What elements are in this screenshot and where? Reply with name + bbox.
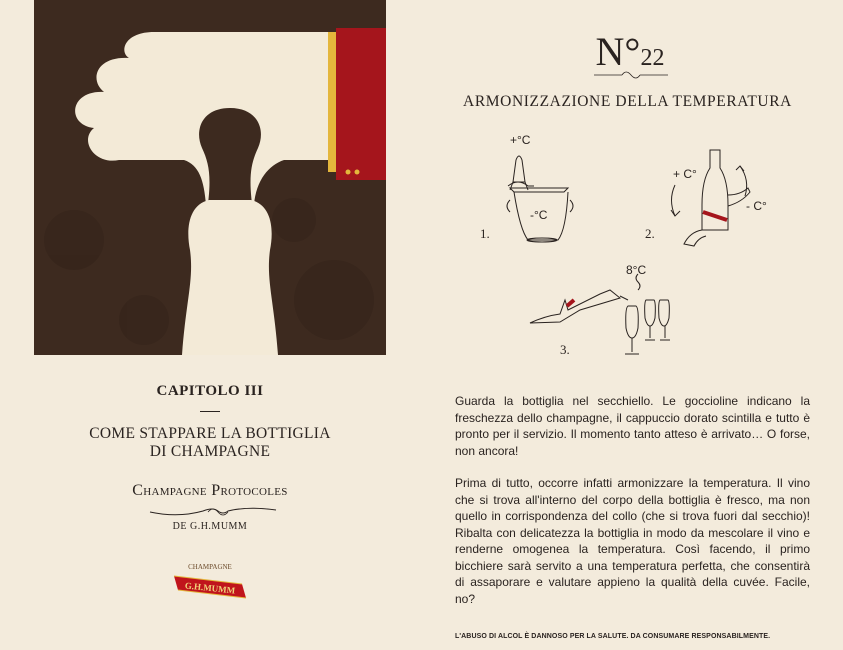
- step-3-label: 3.: [560, 342, 570, 357]
- step-1-bottom-temp: -°C: [530, 208, 548, 222]
- paragraph-2: Prima di tutto, occorre infatti armonizzare la temperatura. Il vino che si trova all'interno del corpo della bottiglia è fresco, ma non quello in corrispondenza del collo (che si trova fuori dal secchio)! Ribalta con delicatezza la bottiglia in modo da mescolare il vino e renderne omogenea la temperatura. Così facendo, il primo bicchiere sarà servito a una temperatura perfetta, che consentirà di assaporare e valutare appieno la qualità della cuvée. Facile, no?: [455, 476, 810, 606]
- steps-diagram: [470, 120, 800, 365]
- step-2-left-temp: + C°: [673, 167, 697, 181]
- step-2-right-temp: - C°: [746, 199, 767, 213]
- ice-bucket-icon: [507, 156, 573, 242]
- mumm-logo-icon: [172, 558, 248, 610]
- series-title: Champagne Protocoles: [132, 482, 288, 499]
- step-1-label: 1.: [480, 226, 490, 241]
- step-2-label: 2.: [645, 226, 655, 241]
- chapter-label: CAPITOLO III: [156, 383, 264, 399]
- chapter-title-line2: DI CHAMPAGNE: [149, 443, 271, 460]
- cork-illustration: [34, 0, 386, 355]
- paragraph-1: Guarda la bottiglia nel secchiello. Le goccioline indicano la freschezza dello champagne, il cappuccio dorato scintilla e tutto è pronto per il servizio. Il momento tanto atteso è arrivato… O forse, non ancora!: [455, 394, 810, 458]
- step-3-temp: 8°C: [626, 263, 647, 277]
- number-value: 22: [640, 45, 665, 71]
- number-flourish-icon: [592, 68, 670, 82]
- logo-brand-text: G.H.MUMM: [184, 580, 236, 596]
- hand-cork-icon: [34, 0, 386, 355]
- chapter-divider: [200, 411, 220, 412]
- chapter-title-line1: COME STAPPARE LA BOTTIGLIA: [89, 425, 331, 442]
- series-subtitle: DE G.H.MUMM: [172, 521, 248, 532]
- flourish-icon: [148, 503, 278, 519]
- logo-top-text: CHAMPAGNE: [188, 563, 232, 571]
- pouring-icon: [530, 274, 670, 354]
- mumm-logo: [172, 558, 248, 610]
- chapter-title: [34, 425, 386, 461]
- legal-disclaimer: L'ABUSO DI ALCOL È DANNOSO PER LA SALUTE. DA CONSUMARE RESPONSABILMENTE.: [455, 633, 771, 640]
- section-title: ARMONIZZAZIONE DELLA TEMPERATURA: [463, 93, 792, 110]
- number-prefix: N°: [595, 29, 641, 74]
- step-1-top-temp: +°C: [510, 133, 531, 147]
- rotate-bottle-icon: [671, 150, 750, 246]
- steps-illustration: [470, 120, 800, 365]
